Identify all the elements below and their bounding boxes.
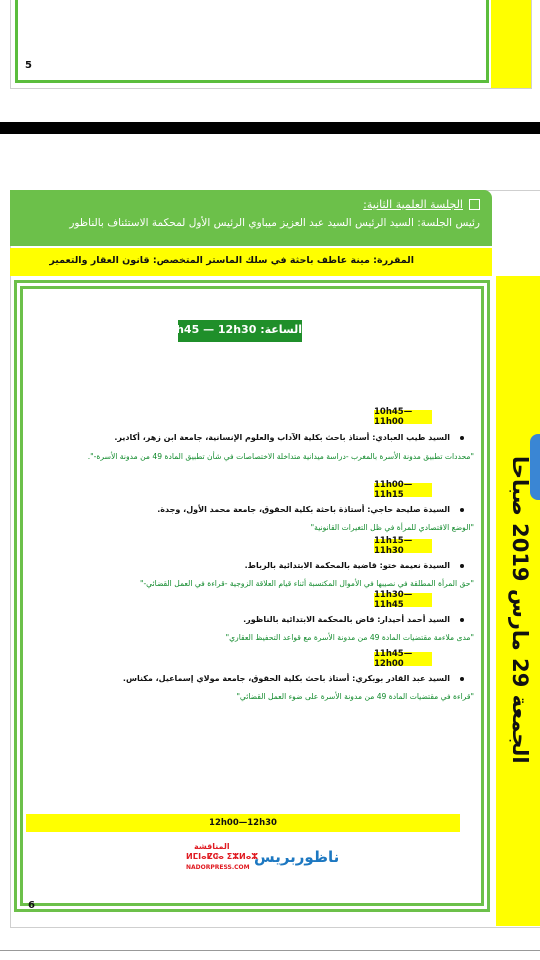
bullet-icon bbox=[460, 508, 464, 512]
nadorpress-logo bbox=[186, 840, 340, 876]
previous-page-sidebar bbox=[491, 0, 531, 88]
speaker bbox=[157, 505, 464, 514]
session-chair: رئيس الجلسة: السيد الرئيس السيد عبد العزيز ميباوي الرئيس الأول لمحكمة الاستئناف بالناظور bbox=[69, 217, 480, 229]
speaker bbox=[123, 674, 464, 683]
bottom-divider bbox=[0, 950, 540, 951]
speaker-text: السيدة نعيمة ختو: قاضية بالمحكمة الابتدائية بالرباط. bbox=[244, 561, 450, 570]
logo-brand: ناظوربريس bbox=[254, 848, 340, 866]
speaker bbox=[243, 615, 464, 624]
session-time-box bbox=[160, 320, 302, 342]
time-slot: 10h45—11h00 bbox=[374, 410, 432, 424]
session-title-row bbox=[363, 198, 480, 211]
rapporteur-bar bbox=[10, 248, 492, 276]
speaker-text: السيد أحمد أحيدار: قاض بالمحكمة الابتدائية بالناظور. bbox=[243, 615, 450, 624]
session-date: الجمعة 29 مارس 2019 صباحا bbox=[508, 456, 532, 764]
time-slot: 11h15—11h30 bbox=[374, 539, 432, 553]
speaker bbox=[114, 433, 464, 442]
talk-title: "حق المرأة المطلقة في نصيبها في الأموال المكتسبة أثناء قيام العلاقة الزوجية -قراءة في العمل القضائي-" bbox=[139, 579, 474, 588]
speaker-text: السيد عبد القادر بوبكري: أستاذ باحث بكلية الحقوق، جامعة مولاي إسماعيل، مكناس. bbox=[122, 674, 450, 683]
bullet-icon bbox=[460, 618, 464, 622]
bullet-icon bbox=[460, 564, 464, 568]
bullet-icon bbox=[460, 436, 464, 440]
talk-title: "الوضع الاقتصادي للمرأة في ظل التغيرات القانونية" bbox=[310, 523, 474, 532]
speaker-text: السيد طيب العبادي: أستاذ باحث بكلية الآداب والعلوم الإنسانية، جامعة ابن زهر، أكادير. bbox=[114, 433, 450, 442]
session-title: الجلسة العلمية الثانية: bbox=[363, 198, 463, 211]
page-number: 6 bbox=[28, 900, 35, 911]
logo-domain: NADORPRESS.COM bbox=[186, 864, 250, 871]
previous-page-frame bbox=[15, 0, 489, 83]
talk-title: "مدى ملاءمة مقتضيات المادة 49 من مدونة الأسرة مع قواعد التحفيظ العقاري" bbox=[225, 633, 474, 642]
closing-slot: 12h00—12h30 bbox=[209, 818, 277, 828]
session-time: الساعة: 10h45 — 12h30 bbox=[160, 323, 302, 336]
checkbox-icon bbox=[469, 199, 480, 210]
speaker-text: السيدة صليحة حاجي: أستاذة باحثة بكلية الحقوق، جامعة محمد الأول، وجدة. bbox=[157, 505, 450, 514]
time-slot: 11h30—11h45 bbox=[374, 593, 432, 607]
page-separator bbox=[0, 122, 540, 134]
session-banner bbox=[10, 190, 492, 246]
speaker bbox=[245, 561, 464, 570]
previous-page bbox=[10, 0, 532, 89]
closing-slot-bar bbox=[26, 814, 460, 832]
talk-title: "قراءة في مقتضيات المادة 49 من مدونة الأسرة على ضوء العمل القضائي" bbox=[236, 692, 474, 701]
time-slot: 11h45—12h00 bbox=[374, 652, 432, 666]
talk-title: "محددات تطبيق مدونة الأسرة بالمغرب -دراسة ميدانية متداخلة الاختصاصات في شأن تطبيق المادة 49 من مدونة الأسرة-". bbox=[87, 452, 474, 461]
time-slot: 11h00—11h15 bbox=[374, 483, 432, 497]
bullet-icon bbox=[460, 677, 464, 681]
previous-page-number: 5 bbox=[25, 60, 32, 71]
rapporteur-text: المقررة: مينة عاطف باحثة في سلك الماستر المتخصص: قانون العقار والتعمير bbox=[49, 255, 414, 266]
logo-subtitle-tifinagh: ⵍⵎⵏⴰⵇⵛⴰ ⵉⵣⵍⴰⵣ bbox=[186, 852, 259, 861]
logo-subtitle-arabic: المناقشة bbox=[194, 842, 230, 851]
